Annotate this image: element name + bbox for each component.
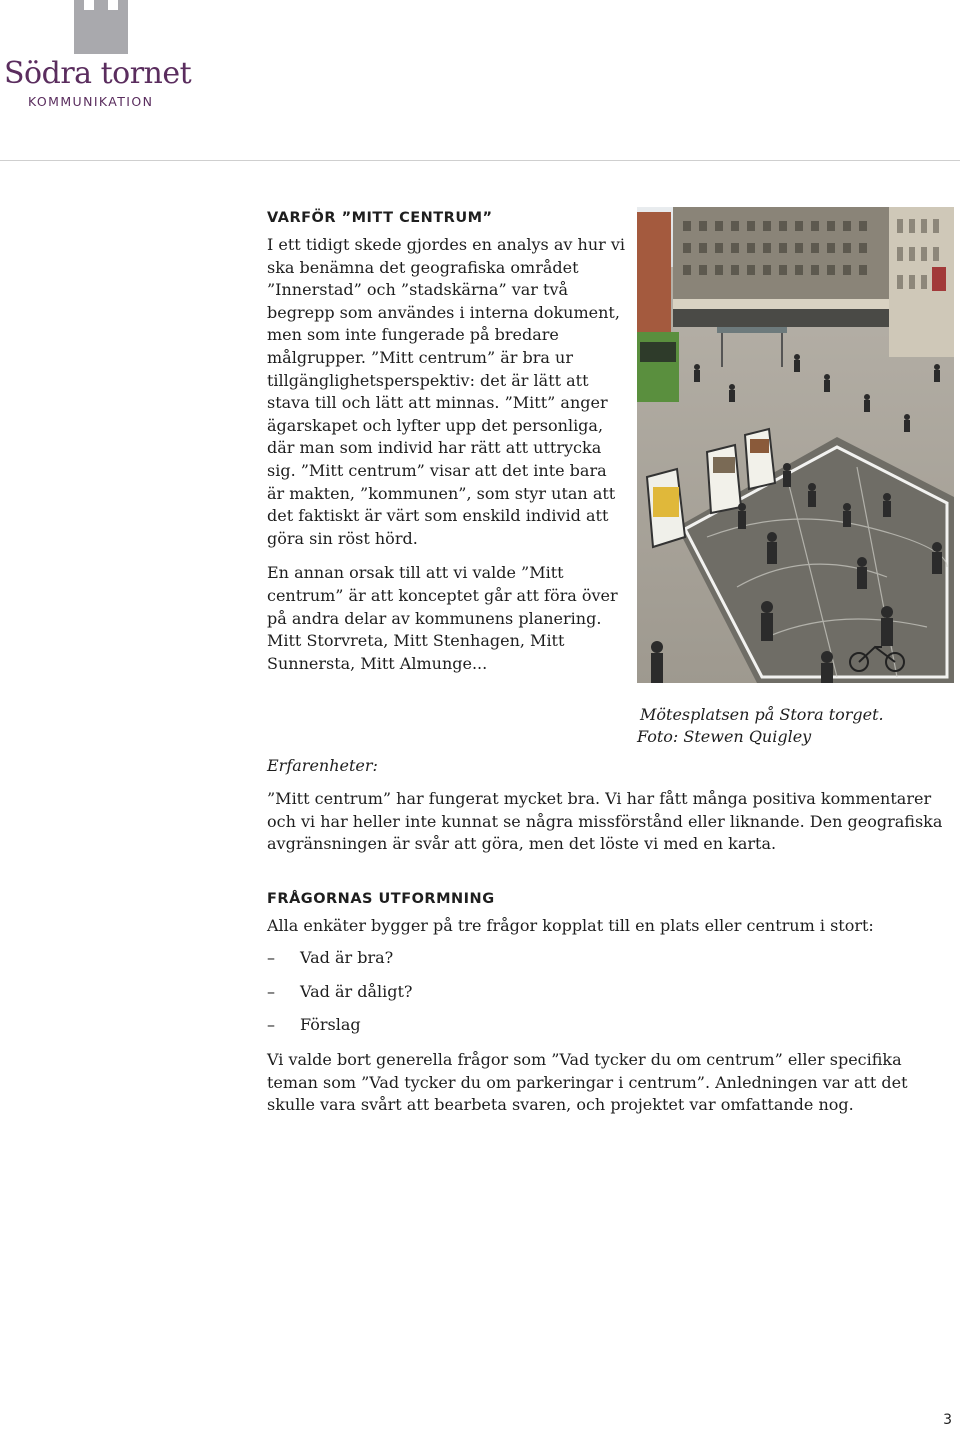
section2-conclusion: Vi valde bort generella frågor som ”Vad tycker du om centrum” eller specifika teman som ”Vad tycker du om parkeringar i centrum”. Anledningen var att det skulle vara svårt att bearbeta svaren, och projektet var omfattande nog. (267, 1050, 908, 1115)
castle-tower-icon (74, 0, 128, 54)
list-item (267, 982, 413, 1001)
list-item-text: Förslag (300, 1015, 361, 1034)
section1-paragraph-1: I ett tidigt skede gjordes en analys av hur vi ska benämna det geografiska området ”Innerstad” och ”stadskärna” var två begrepp som användes i interna dokument, men som inte fungerade på bredare målgrupper. ”Mitt centrum” är bra ur tillgänglighetsperspektiv: det är lätt att stava till och lätt att minnas. ”Mitt” anger ägarskapet och lyfter upp det personliga, där man som individ har rätt att uttrycka sig. ”Mitt centrum” visar att det inte bara är makten, ”kommunen”, som styr utan att det faktiskt är värt som enskild individ att göra sin röst hörd. (267, 235, 626, 548)
section2-intro: Alla enkäter bygger på tre frågor kopplat till en plats eller centrum i stort: (267, 916, 874, 935)
brand-logo (4, 0, 194, 112)
photo-caption-credit: Foto: Stewen Quigley (637, 727, 812, 746)
list-item (267, 948, 393, 967)
list-item-text: Vad är bra? (300, 948, 394, 967)
section1-paragraph-2: En annan orsak till att vi valde ”Mitt centrum” är att konceptet går att föra över på andra delar av kommunens planering. Mitt Storvreta, Mitt Stenhagen, Mitt Sunnersta, Mitt Almunge... (267, 563, 618, 673)
header-divider (0, 160, 960, 161)
list-item-text: Vad är dåligt? (300, 982, 413, 1001)
list-marker: – (267, 982, 275, 1001)
page-number: 3 (943, 1412, 952, 1428)
list-marker: – (267, 948, 275, 967)
brand-name: Södra tornet (4, 56, 192, 91)
experience-label: Erfarenheter: (267, 756, 378, 775)
section1-body (267, 234, 625, 675)
section-heading-fragornas: FRÅGORNAS UTFORMNING (267, 891, 495, 907)
photo-caption-title: Mötesplatsen på Stora torget. (640, 705, 884, 724)
experience-text: ”Mitt centrum” har fungerat mycket bra. Vi har fått många positiva kommentarer och vi har heller inte kunnat se några missförstånd eller liknande. Den geografiska avgränsningen är svår att göra, men det löste vi med en karta. (267, 789, 943, 854)
list-item (267, 1015, 361, 1034)
square-photo (637, 207, 954, 683)
brand-subtitle: KOMMUNIKATION (28, 94, 154, 109)
list-marker: – (267, 1015, 275, 1034)
section-heading-varfor: VARFÖR ”MITT CENTRUM” (267, 210, 493, 226)
